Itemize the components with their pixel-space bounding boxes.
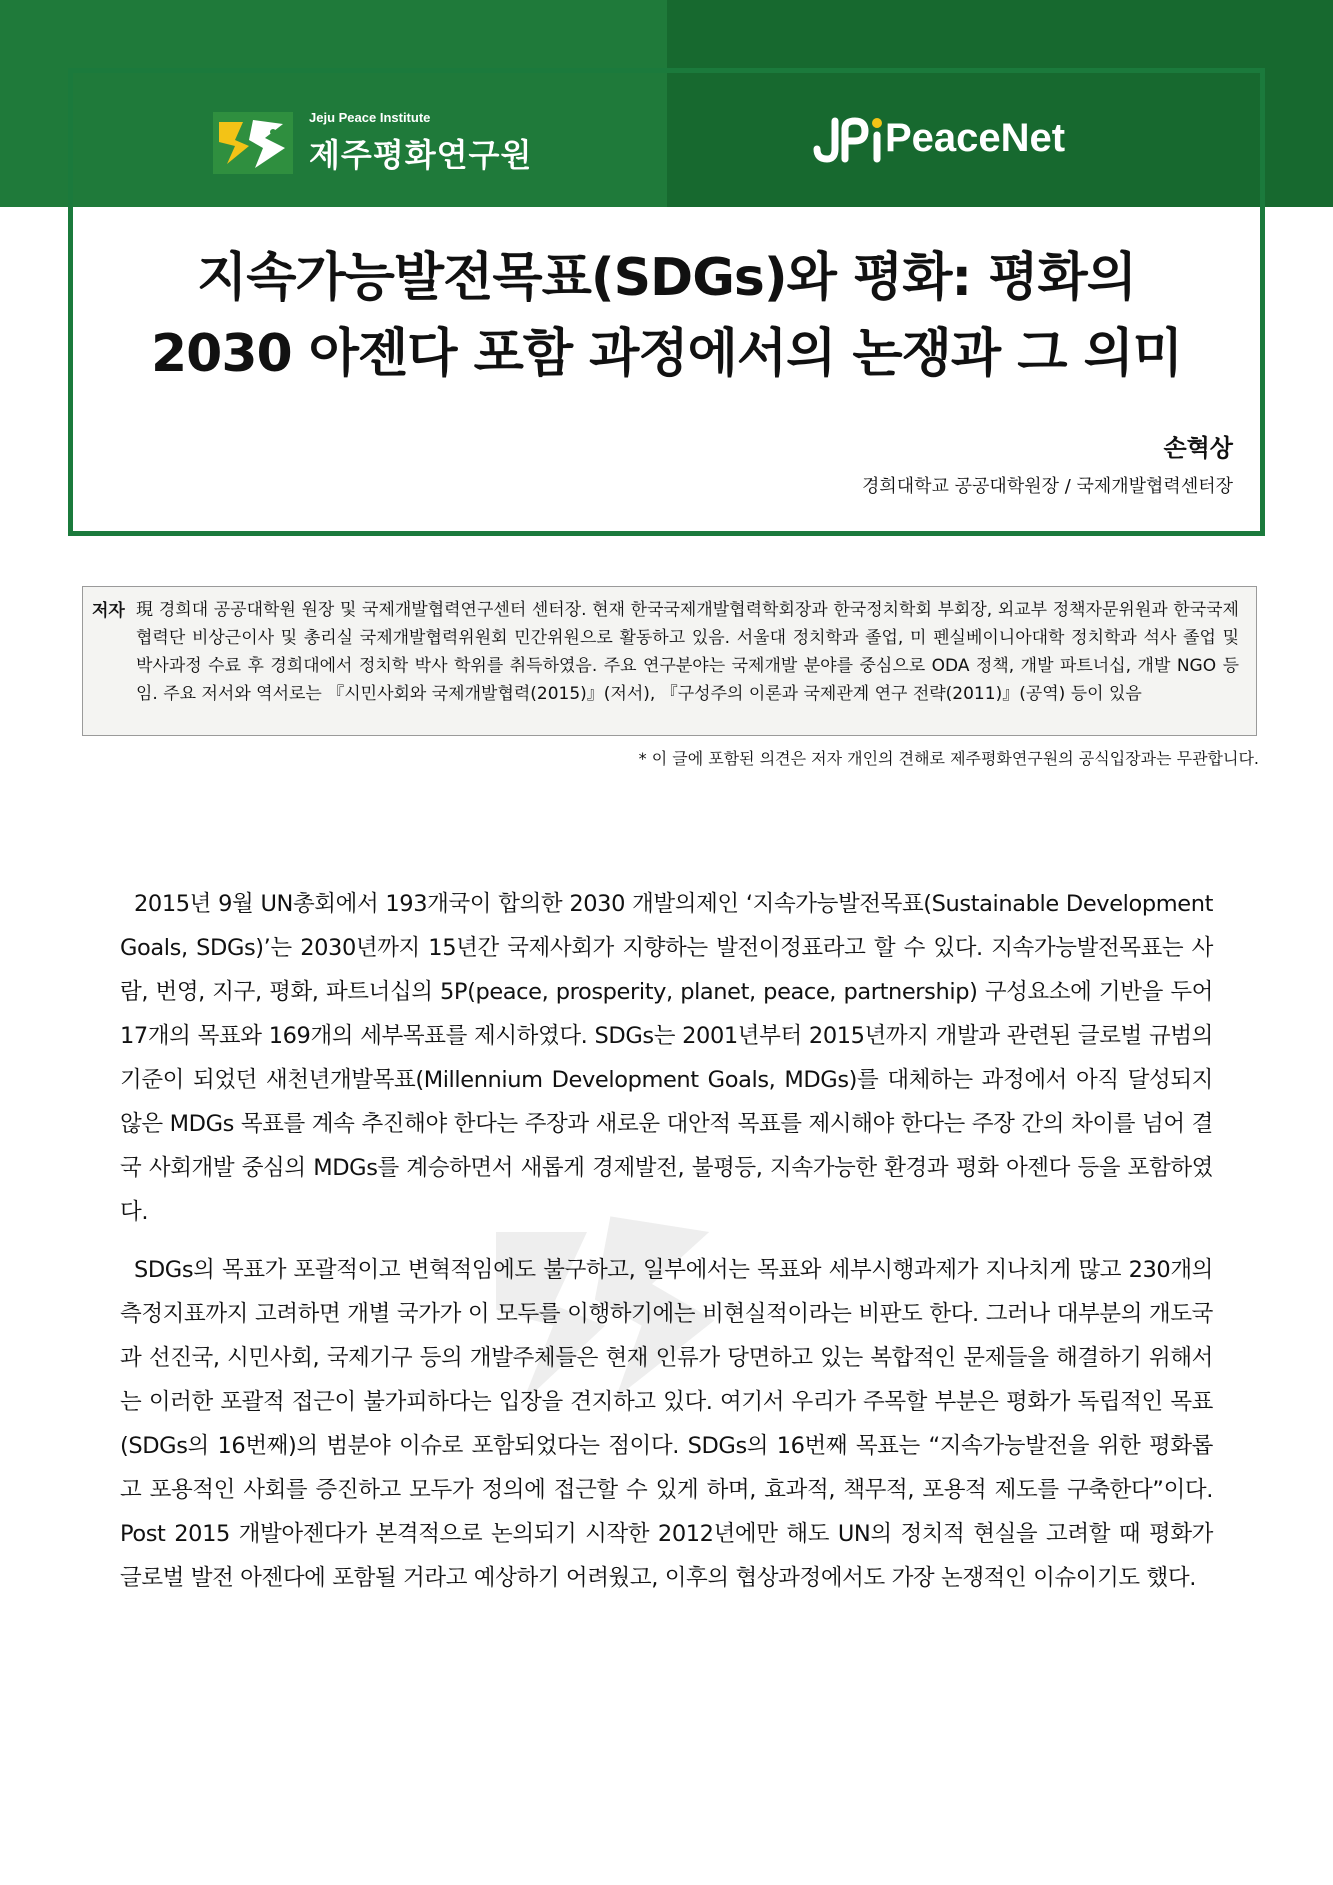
author-name: 손혁상 <box>1163 434 1233 462</box>
institute-korean-name: 제주평화연구원 <box>309 136 533 174</box>
author-affiliation: 경희대학교 공공대학원장 / 국제개발협력센터장 <box>862 476 1233 497</box>
body-paragraph-2: SDGs의 목표가 포괄적이고 변혁적임에도 불구하고, 일부에서는 목표와 세부시행과제가 지나치게 많고 230개의 측정지표까지 고려하면 개별 국가가 이 모두를 이행하기에는 비현실적이라는 비판도 한다. 그러나 대부분의 개도국과 선진국, 시민사회, 국제기구 등의 개발주체들은 현재 인류가 당면하고 있는 복합적인 문제들을 해결하기 위해서는 이러한 포괄적 접근이 불가피하다는 입장을 견지하고 있다. 여기서 우리가 주목할 부분은 평화가 독립적인 목표(SDGs의 16번째)의 범분야 이슈로 포함되었다는 점이다. SDGs의 16번째 목표는 “지속가능발전을 위한 평화롭고 포용적인 사회를 증진하고 모두가 정의에 접근할 수 있게 하며, 효과적, 책무적, 포용적 제도를 구축한다”이다. Post 2015 개발아젠다가 본격적으로 논의되기 시작한 2012년에만 해도 UN의 정치적 현실을 고려할 때 평화가 글로벌 발전 아젠다에 포함될 거라고 예상하기 어려웠고, 이후의 협상과정에서도 가장 논쟁적인 이슈이기도 했다. <box>120 1257 1213 1591</box>
title-line-2: 2030 아젠다 포함 과정에서의 논쟁과 그 의미 <box>150 324 1183 384</box>
bio-text: 現 경희대 공공대학원 원장 및 국제개발협력연구센터 센터장. 현재 한국국제개발협력학회장과 한국정치학회 부회장, 외교부 정책자문위원과 한국국제협력단 비상근이사 및 총리실 국제개발협력위원회 민간위원으로 활동하고 있음. 서울대 정치학과 졸업, 미 펜실베이니아대학 정치학과 석사 졸업 및 박사과정 수료 후 경희대에서 정치학 박사 학위를 취득하였음. 주요 연구분야는 국제개발 분야를 중심으로 ODA 정책, 개발 파트너십, 개발 NGO 등 임. 주요 저서와 역서로는 『시민사회와 국제개발협력(2015)』(저서), 『구성주의 이론과 국제관계 연구 전략(2011)』(공역) 등이 있음 <box>136 600 1239 704</box>
title-line-1: 지속가능발전목표(SDGs)와 평화: 평화의 <box>196 248 1137 308</box>
header-bar <box>73 73 1260 207</box>
jpi-mark-icon <box>813 113 885 163</box>
disclaimer-note: * 이 글에 포함된 의견은 저자 개인의 견해로 제주평화연구원의 공식입장과는 무관합니다. <box>638 749 1259 768</box>
bio-label: 저자 <box>92 601 125 621</box>
dove-logo-icon <box>213 112 293 174</box>
peacenet-logo <box>813 113 1065 163</box>
peacenet-brand-name: PeaceNet <box>885 115 1066 160</box>
page-title <box>90 240 1243 392</box>
jeju-peace-institute-logo <box>213 108 533 178</box>
body-paragraph-1: 2015년 9월 UN총회에서 193개국이 합의한 2030 개발의제인 ‘지속가능발전목표(Sustainable Development Goals, SDGs)’는 2030년까지 15년간 국제사회가 지향하는 발전이정표라고 할 수 있다. 지속가능발전목표는 사람, 번영, 지구, 평화, 파트너십의 5P(peace, prosperity, planet, peace, partnership) 구성요소에 기반을 두어 17개의 목표와 169개의 세부목표를 제시하였다. SDGs는 2001년부터 2015년까지 개발과 관련된 글로벌 규범의 기준이 되었던 새천년개발목표(Millennium Development Goals, MDGs)를 대체하는 과정에서 아직 달성되지 않은 MDGs 목표를 계속 추진해야 한다는 주장과 새로운 대안적 목표를 제시해야 한다는 주장 간의 차이를 넘어 결국 사회개발 중심의 MDGs를 계승하면서 새롭게 경제발전, 불평등, 지속가능한 환경과 평화 아젠다 등을 포함하였다. <box>120 891 1213 1225</box>
article-body <box>120 882 1213 1614</box>
institute-english-name: Jeju Peace Institute <box>309 110 431 125</box>
